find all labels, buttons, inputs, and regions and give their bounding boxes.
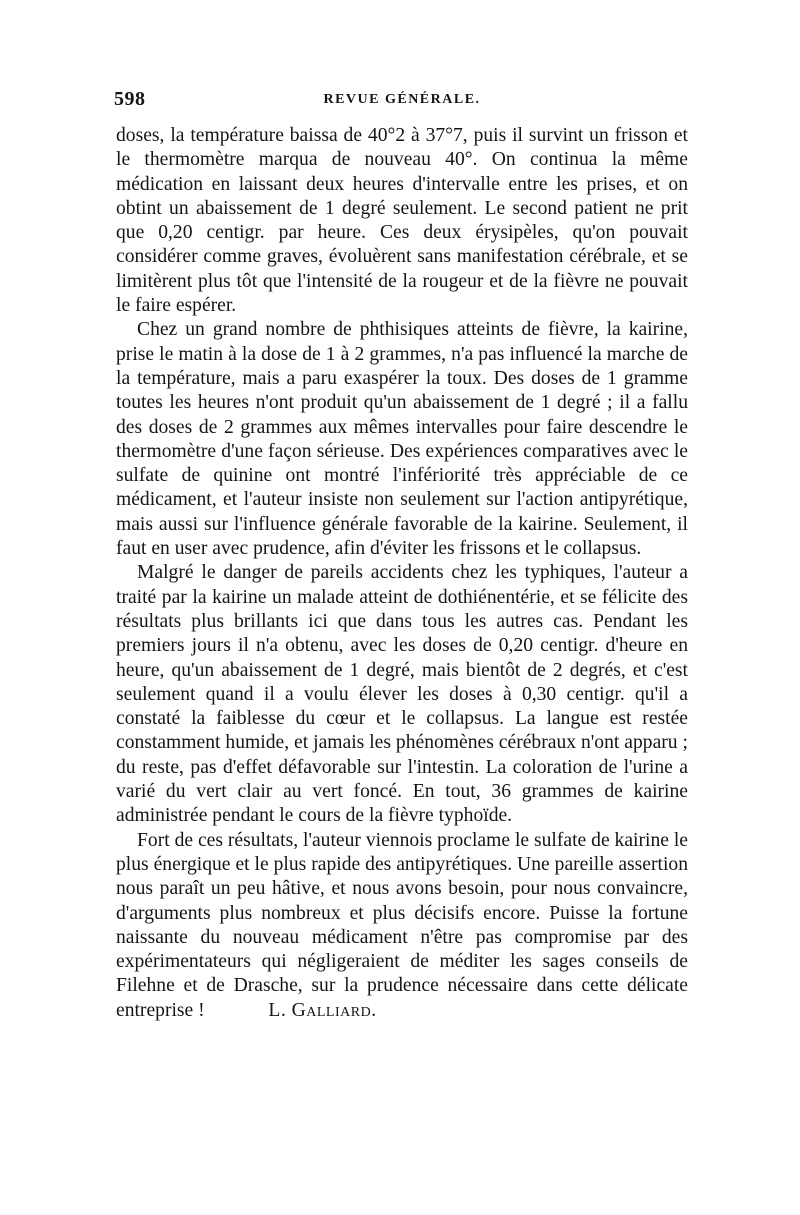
- author-signature: L. Galliard.: [268, 999, 377, 1021]
- document-page: [116, 88, 688, 1023]
- paragraph-4: [116, 829, 688, 1023]
- running-head: [116, 88, 688, 118]
- page-number: 598: [114, 88, 146, 110]
- running-title: REVUE GÉNÉRALE.: [323, 92, 481, 107]
- paragraph-2: Chez un grand nombre de phthisiques atteints de fièvre, la kairine, prise le matin à la dose de 1 à 2 grammes, n'a pas influencé la marche de la température, mais a paru exaspérer la toux. Des doses de 1 gramme toutes les heures n'ont produit qu'un abaissement de 1 degré ; il a fallu des doses de 2 grammes aux mêmes intervalles pour faire descendre le thermomètre d'une façon sérieuse. Des expériences comparatives avec le sulfate de quinine ont montré l'infériorité très appréciable de ce médicament, et l'auteur insiste non seulement sur l'action antipyrétique, mais aussi sur l'influence générale favorable de la kairine. Seulement, il faut en user avec prudence, afin d'éviter les frissons et le collapsus.: [116, 319, 688, 560]
- paragraph-3: Malgré le danger de pareils accidents chez les typhiques, l'auteur a traité par la kairine un malade atteint de dothiénentérie, et se félicite des résultats plus brillants ici que dans tous les autres cas. Pendant les premiers jours il n'a obtenu, avec les doses de 0,20 centigr. d'heure en heure, qu'un abaissement de 1 degré, mais bientôt de 2 degrés, et c'est seulement quand il a voulu élever les doses à 0,30 centigr. qu'il a constaté la faiblesse du cœur et le collapsus. La langue est restée constamment humide, et jamais les phénomènes cérébraux n'ont apparu ; du reste, pas d'effet défavorable sur l'intestin. La coloration de l'urine a varié du vert clair au vert foncé. En tout, 36 grammes de kairine administrée pendant le cours de la fièvre typhoïde.: [116, 562, 688, 827]
- paragraph-4-text: Fort de ces résultats, l'auteur viennois proclame le sulfate de kairine le plus énergique et le plus rapide des antipyrétiques. Une pareille assertion nous paraît un peu hâtive, et nous avons besoin, pour nous convaincre, d'arguments plus nombreux et plus décisifs encore. Puisse la fortune naissante du nouveau médicament n'être pas compromise par des expérimentateurs qui négligeraient de méditer les sages conseils de Filehne et de Drasche, sur la prudence nécessaire dans cette délicate entreprise !: [116, 829, 688, 1021]
- article-body: [116, 124, 688, 1023]
- paragraph-1: doses, la température baissa de 40°2 à 37°7, puis il survint un frisson et le thermomètre marqua de nouveau 40°. On continua la même médication en laissant deux heures d'intervalle entre les prises, et on obtint un abaissement de 1 degré seulement. Le second patient ne prit que 0,20 centigr. par heure. Ces deux érysipèles, qu'on pouvait considérer comme graves, évoluèrent sans manifestation cérébrale, et se limitèrent plus tôt que l'intensité de la rougeur et de la fièvre ne pouvait le faire espérer.: [116, 125, 688, 317]
